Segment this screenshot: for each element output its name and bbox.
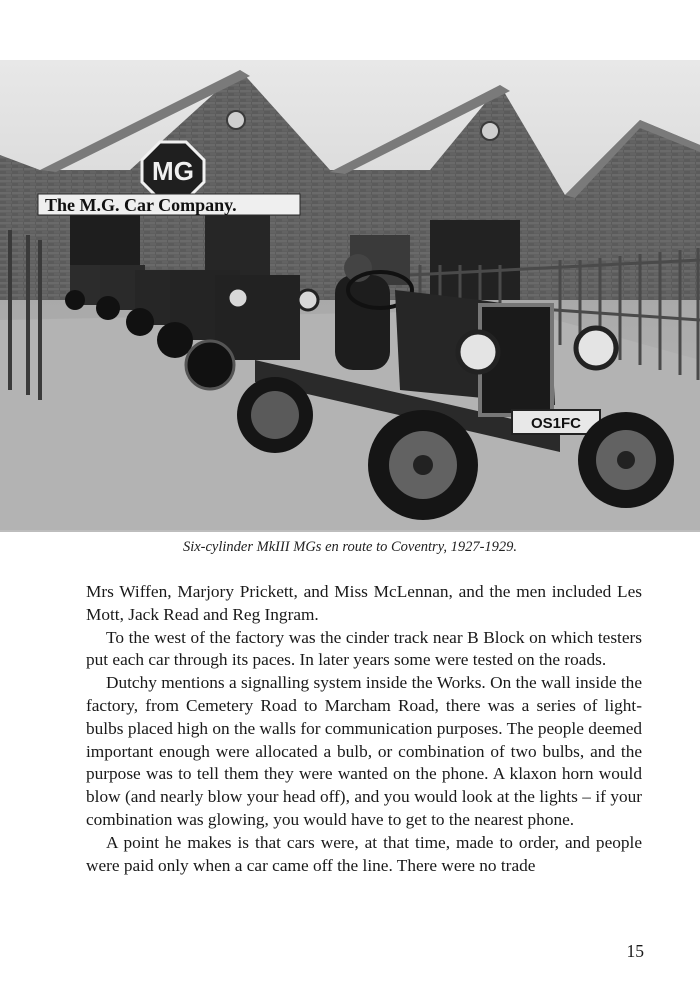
photo-caption: Six-cylinder MkIII MGs en route to Coventry, 1927-1929. <box>182 539 518 555</box>
paragraph: A point he makes is that cars were, at that time, made to order, and people were paid only when a car came off the line. There were no trade <box>86 832 642 875</box>
paragraph: Dutchy mentions a signalling system inside the Works. On the wall inside the factory, from Cemetery Road to Marcham Road, there was a series of light-bulbs placed high on the walls for communication purposes. The people deemed important enough were allocated a bulb, or combination of two bulbs, and the purpose was to tell them they were wanted on the phone. A klaxon horn would blow (and nearly blow your head off), and you would look at the lights – if your combination was glowing, you would have to get to the nearest phone. <box>86 673 642 829</box>
body-text <box>86 581 642 877</box>
historical-photo <box>0 60 700 532</box>
mg-badge-text: MG <box>152 156 194 186</box>
paragraph: Mrs Wiffen, Marjory Prickett, and Miss McLennan, and the men included Les Mott, Jack Read and Reg Ingram. <box>86 582 642 624</box>
paragraph: To the west of the factory was the cinder track near B Block on which testers put each car through its paces. In later years some were tested on the roads. <box>86 627 642 670</box>
page-number: 15 <box>626 941 644 961</box>
company-sign-text: The M.G. Car Company. <box>45 195 237 215</box>
number-plate-text: OS1FC <box>530 415 582 432</box>
